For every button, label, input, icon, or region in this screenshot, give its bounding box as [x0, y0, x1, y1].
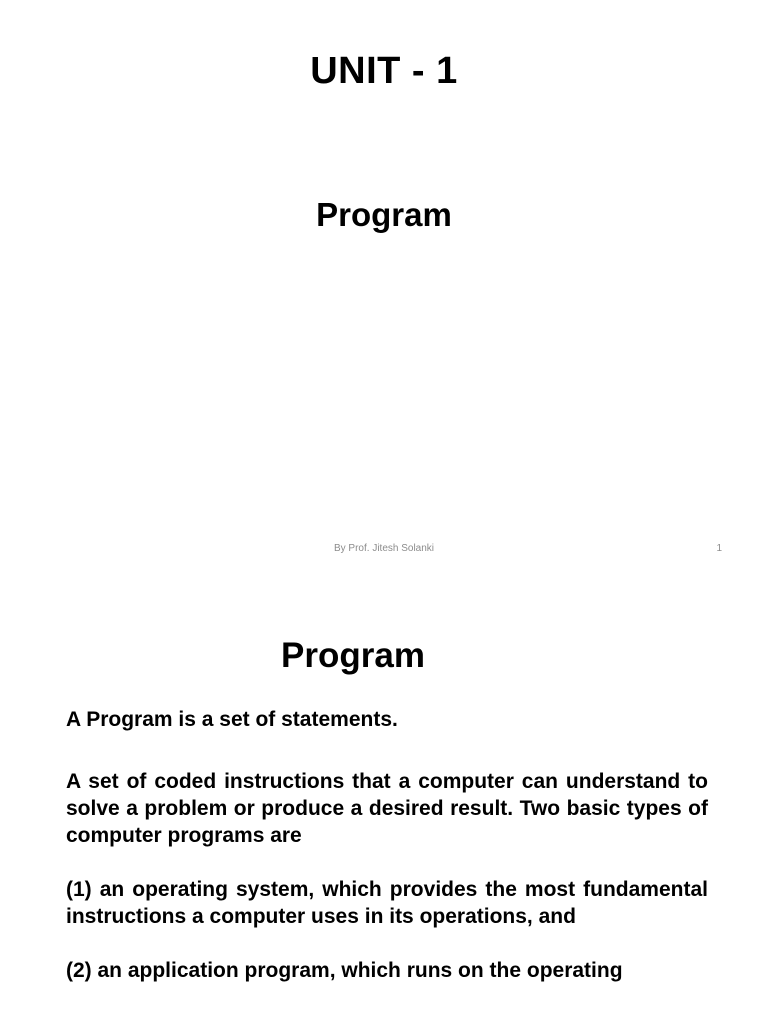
- page-number: 1: [716, 543, 722, 554]
- slide-subtitle: Program: [316, 196, 452, 233]
- paragraph: A Program is a set of statements.: [66, 708, 398, 731]
- footer-author: By Prof. Jitesh Solanki: [333, 543, 435, 554]
- paragraph: (1) an operating system, which provides the most fundamental instructions a computer uses in its operations, and: [66, 878, 708, 928]
- slide-title: Program: [281, 636, 425, 675]
- slide-title: UNIT - 1: [310, 50, 458, 92]
- paragraph: A set of coded instructions that a computer can understand to solve a problem or produce a desired result. Two basic types of computer programs are: [66, 770, 708, 847]
- slide-content: [66, 706, 708, 1011]
- paragraph: (2) an application program, which runs on the operating: [66, 959, 623, 982]
- slide-2: [0, 576, 768, 1024]
